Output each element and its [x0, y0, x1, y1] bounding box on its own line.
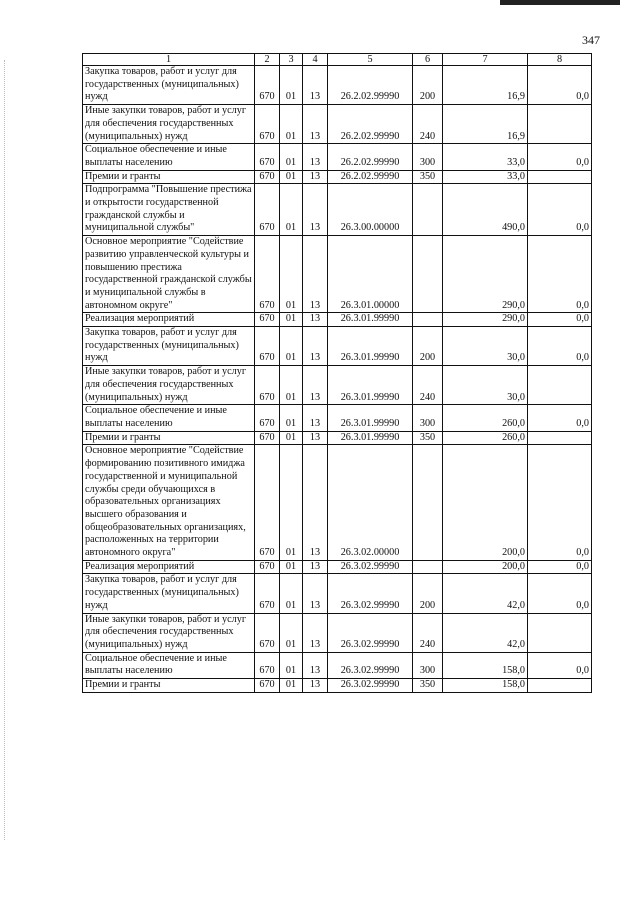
budget-table	[82, 53, 592, 693]
cell-extra: 0,0	[528, 652, 592, 678]
cell-target-article: 26.3.02.99990	[328, 560, 413, 574]
cell-target-article: 26.3.02.00000	[328, 445, 413, 560]
cell-code: 670	[255, 445, 280, 560]
cell-target-article: 26.3.02.99990	[328, 679, 413, 693]
header-cell: 8	[528, 54, 592, 66]
table-row	[83, 144, 592, 170]
cell-expense-type: 300	[413, 652, 443, 678]
cell-section: 01	[280, 405, 303, 431]
table-row	[83, 313, 592, 327]
table-row	[83, 405, 592, 431]
cell-sum: 33,0	[443, 144, 528, 170]
cell-expense-type: 350	[413, 170, 443, 184]
header-row	[83, 54, 592, 66]
cell-code: 670	[255, 66, 280, 105]
cell-name: Закупка товаров, работ и услуг для государственных (муниципальных) нужд	[83, 66, 255, 105]
cell-extra	[528, 613, 592, 652]
cell-name: Социальное обеспечение и иные выплаты населению	[83, 405, 255, 431]
cell-subsection: 13	[303, 679, 328, 693]
cell-subsection: 13	[303, 313, 328, 327]
cell-name: Иные закупки товаров, работ и услуг для обеспечения государственных (муниципальных) нужд	[83, 105, 255, 144]
header-cell: 6	[413, 54, 443, 66]
cell-code: 670	[255, 327, 280, 366]
cell-subsection: 13	[303, 613, 328, 652]
cell-section: 01	[280, 105, 303, 144]
header-cell: 7	[443, 54, 528, 66]
cell-sum: 30,0	[443, 327, 528, 366]
cell-extra: 0,0	[528, 66, 592, 105]
cell-section: 01	[280, 613, 303, 652]
cell-name: Основное мероприятие "Содействие формированию позитивного имиджа государственной и муниципальной службы среди обучающихся в образовательных организациях высшего образования и общеобразовательных организациях, расположенных на территории автономного округа"	[83, 445, 255, 560]
page-number: 347	[582, 33, 600, 47]
cell-section: 01	[280, 184, 303, 236]
cell-code: 670	[255, 431, 280, 445]
cell-code: 670	[255, 313, 280, 327]
cell-section: 01	[280, 236, 303, 313]
cell-target-article: 26.3.01.00000	[328, 236, 413, 313]
cell-subsection: 13	[303, 144, 328, 170]
scan-mark	[500, 0, 620, 5]
cell-sum: 290,0	[443, 313, 528, 327]
table-row	[83, 170, 592, 184]
cell-sum: 158,0	[443, 652, 528, 678]
cell-name: Иные закупки товаров, работ и услуг для обеспечения государственных (муниципальных) нужд	[83, 613, 255, 652]
cell-name: Реализация мероприятий	[83, 313, 255, 327]
cell-extra: 0,0	[528, 184, 592, 236]
header-cell: 1	[83, 54, 255, 66]
table-row	[83, 431, 592, 445]
cell-section: 01	[280, 170, 303, 184]
cell-section: 01	[280, 679, 303, 693]
cell-name: Социальное обеспечение и иные выплаты населению	[83, 144, 255, 170]
cell-name: Подпрограмма "Повышение престижа и открытости государственной гражданской службы и муниципальной службы"	[83, 184, 255, 236]
cell-sum: 260,0	[443, 431, 528, 445]
table-row	[83, 560, 592, 574]
cell-sum: 42,0	[443, 613, 528, 652]
cell-sum: 490,0	[443, 184, 528, 236]
cell-code: 670	[255, 560, 280, 574]
cell-name: Премии и гранты	[83, 170, 255, 184]
header-cell: 2	[255, 54, 280, 66]
header-cell: 3	[280, 54, 303, 66]
cell-expense-type: 240	[413, 366, 443, 405]
cell-sum: 260,0	[443, 405, 528, 431]
cell-extra	[528, 431, 592, 445]
cell-extra	[528, 679, 592, 693]
cell-code: 670	[255, 170, 280, 184]
cell-expense-type	[413, 313, 443, 327]
header-cell: 4	[303, 54, 328, 66]
table-row	[83, 679, 592, 693]
cell-code: 670	[255, 613, 280, 652]
cell-section: 01	[280, 431, 303, 445]
cell-sum: 30,0	[443, 366, 528, 405]
cell-code: 670	[255, 105, 280, 144]
cell-subsection: 13	[303, 66, 328, 105]
cell-expense-type: 350	[413, 679, 443, 693]
cell-name: Закупка товаров, работ и услуг для государственных (муниципальных) нужд	[83, 574, 255, 613]
cell-target-article: 26.3.02.99990	[328, 613, 413, 652]
cell-extra: 0,0	[528, 327, 592, 366]
cell-code: 670	[255, 652, 280, 678]
cell-code: 670	[255, 574, 280, 613]
cell-name: Иные закупки товаров, работ и услуг для обеспечения государственных (муниципальных) нужд	[83, 366, 255, 405]
cell-expense-type: 300	[413, 144, 443, 170]
cell-subsection: 13	[303, 652, 328, 678]
table-row	[83, 445, 592, 560]
cell-extra	[528, 366, 592, 405]
cell-name: Закупка товаров, работ и услуг для государственных (муниципальных) нужд	[83, 327, 255, 366]
cell-extra: 0,0	[528, 445, 592, 560]
cell-expense-type: 300	[413, 405, 443, 431]
cell-target-article: 26.3.00.00000	[328, 184, 413, 236]
cell-sum: 16,9	[443, 105, 528, 144]
cell-section: 01	[280, 445, 303, 560]
cell-extra: 0,0	[528, 574, 592, 613]
cell-code: 670	[255, 679, 280, 693]
table-row	[83, 66, 592, 105]
table-row	[83, 184, 592, 236]
cell-expense-type: 200	[413, 574, 443, 613]
cell-expense-type: 350	[413, 431, 443, 445]
cell-sum: 290,0	[443, 236, 528, 313]
cell-target-article: 26.3.02.99990	[328, 652, 413, 678]
cell-extra: 0,0	[528, 405, 592, 431]
cell-target-article: 26.3.01.99990	[328, 405, 413, 431]
cell-target-article: 26.3.02.99990	[328, 574, 413, 613]
cell-name: Премии и гранты	[83, 431, 255, 445]
cell-name: Основное мероприятие "Содействие развитию управленческой культуры и повышению престижа государственной гражданской службы и муниципальной службы в автономном округе"	[83, 236, 255, 313]
cell-subsection: 13	[303, 327, 328, 366]
table-row	[83, 613, 592, 652]
scan-edge-dots	[4, 60, 6, 840]
cell-sum: 16,9	[443, 66, 528, 105]
cell-expense-type	[413, 560, 443, 574]
cell-extra: 0,0	[528, 236, 592, 313]
cell-expense-type: 240	[413, 613, 443, 652]
cell-target-article: 26.2.02.99990	[328, 66, 413, 105]
cell-target-article: 26.3.01.99990	[328, 431, 413, 445]
cell-section: 01	[280, 327, 303, 366]
cell-sum: 42,0	[443, 574, 528, 613]
cell-extra: 0,0	[528, 144, 592, 170]
cell-extra	[528, 170, 592, 184]
cell-code: 670	[255, 184, 280, 236]
cell-subsection: 13	[303, 445, 328, 560]
cell-subsection: 13	[303, 184, 328, 236]
cell-extra: 0,0	[528, 313, 592, 327]
table-row	[83, 366, 592, 405]
cell-expense-type: 240	[413, 105, 443, 144]
cell-section: 01	[280, 560, 303, 574]
table-row	[83, 652, 592, 678]
table-row	[83, 327, 592, 366]
cell-target-article: 26.2.02.99990	[328, 144, 413, 170]
cell-section: 01	[280, 66, 303, 105]
cell-code: 670	[255, 366, 280, 405]
table-row	[83, 574, 592, 613]
cell-expense-type: 200	[413, 66, 443, 105]
cell-subsection: 13	[303, 170, 328, 184]
cell-target-article: 26.3.01.99990	[328, 327, 413, 366]
cell-section: 01	[280, 652, 303, 678]
cell-target-article: 26.3.01.99990	[328, 366, 413, 405]
table-row	[83, 236, 592, 313]
table-row	[83, 105, 592, 144]
cell-code: 670	[255, 405, 280, 431]
cell-expense-type	[413, 184, 443, 236]
cell-section: 01	[280, 574, 303, 613]
cell-extra: 0,0	[528, 560, 592, 574]
cell-sum: 200,0	[443, 445, 528, 560]
cell-subsection: 13	[303, 236, 328, 313]
cell-section: 01	[280, 144, 303, 170]
cell-subsection: 13	[303, 574, 328, 613]
cell-name: Социальное обеспечение и иные выплаты населению	[83, 652, 255, 678]
header-cell: 5	[328, 54, 413, 66]
cell-expense-type	[413, 236, 443, 313]
cell-sum: 33,0	[443, 170, 528, 184]
cell-target-article: 26.3.01.99990	[328, 313, 413, 327]
cell-target-article: 26.2.02.99990	[328, 170, 413, 184]
cell-code: 670	[255, 236, 280, 313]
cell-section: 01	[280, 313, 303, 327]
cell-subsection: 13	[303, 560, 328, 574]
cell-expense-type	[413, 445, 443, 560]
cell-subsection: 13	[303, 431, 328, 445]
cell-code: 670	[255, 144, 280, 170]
cell-subsection: 13	[303, 366, 328, 405]
cell-expense-type: 200	[413, 327, 443, 366]
cell-target-article: 26.2.02.99990	[328, 105, 413, 144]
cell-sum: 200,0	[443, 560, 528, 574]
cell-name: Реализация мероприятий	[83, 560, 255, 574]
cell-subsection: 13	[303, 405, 328, 431]
cell-section: 01	[280, 366, 303, 405]
cell-name: Премии и гранты	[83, 679, 255, 693]
cell-subsection: 13	[303, 105, 328, 144]
cell-sum: 158,0	[443, 679, 528, 693]
cell-extra	[528, 105, 592, 144]
